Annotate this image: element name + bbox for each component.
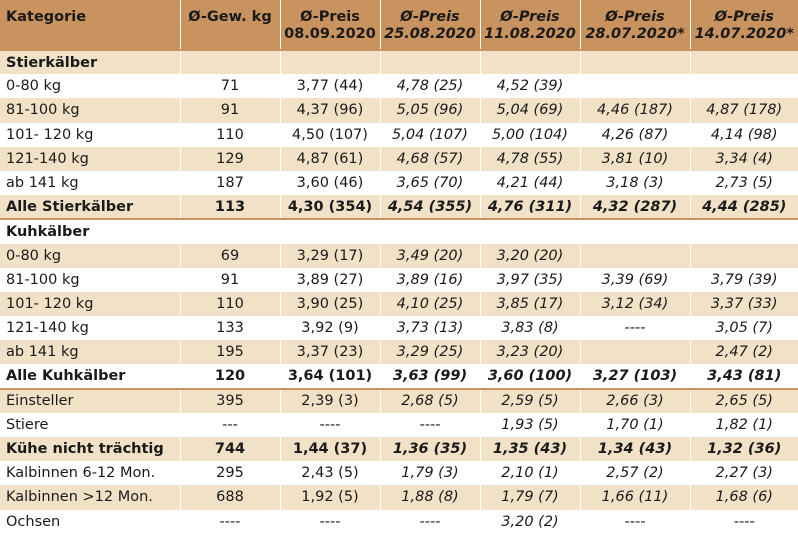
cell-col-6: 4,87 (178) (706, 102, 783, 119)
cell-col-1 (180, 219, 280, 243)
cell-col-2: 4,87 (61) (280, 147, 380, 171)
cell-col-6 (690, 74, 798, 98)
cell-col-4: 5,04 (69) (480, 98, 580, 122)
cell-col-5: 3,12 (34) (580, 292, 690, 316)
cell-col-2: 2,39 (3) (280, 389, 380, 413)
cell-col-1: 71 (180, 74, 280, 98)
cell-col-4: 3,85 (17) (480, 292, 580, 316)
cell-col-2: 3,37 (23) (280, 340, 380, 364)
cell-col-2: 3,90 (25) (280, 292, 380, 316)
cell-col-1: --- (180, 413, 280, 437)
row-label: Alle Kuhkälber (0, 364, 180, 388)
cell-col-4: 3,60 (100) (480, 364, 580, 388)
row-label: 0-80 kg (0, 244, 180, 268)
cell-col-3: 4,78 (25) (380, 74, 480, 98)
cell-col-1: 113 (180, 195, 280, 219)
cell-col-4: 4,78 (55) (480, 147, 580, 171)
row-label: 101- 120 kg (0, 123, 180, 147)
cell-col-3 (380, 219, 480, 243)
row-label: Ochsen (0, 510, 180, 534)
cell-col-6: 3,05 (7) (715, 320, 773, 337)
cell-col-2: 3,89 (27) (280, 268, 380, 292)
column-header-1: Ø-Gew. kg (180, 0, 280, 50)
table-row (0, 98, 798, 122)
cell-col-6: 1,68 (6) (715, 489, 773, 506)
section-header-row (0, 50, 798, 74)
cell-col-3: 2,68 (5) (380, 389, 480, 413)
cell-col-5: 1,66 (11) (580, 485, 690, 509)
cell-col-5: 1,34 (43) (580, 437, 690, 461)
row-label: 101- 120 kg (0, 292, 180, 316)
cell-col-6: 4,44 (285) (702, 198, 787, 215)
cell-col-2: 1,92 (5) (280, 485, 380, 509)
cell-col-3 (380, 50, 480, 74)
cell-col-2: ---- (280, 413, 380, 437)
cell-col-2: ---- (280, 510, 380, 534)
table-row (0, 74, 798, 98)
cell-col-2 (280, 219, 380, 243)
cell-col-1: ---- (180, 510, 280, 534)
row-label: Kalbinnen 6-12 Mon. (0, 461, 180, 485)
cell-col-3: 5,05 (96) (380, 98, 480, 122)
table-row (0, 461, 798, 485)
row-label: Kühe nicht trächtig (0, 437, 180, 461)
column-header-3: Ø-Preis 25.08.2020 (380, 0, 480, 50)
cell-col-5: 3,18 (3) (580, 171, 690, 195)
cell-col-5 (580, 50, 690, 74)
table-row (0, 316, 798, 340)
total-row (0, 195, 798, 219)
cell-col-1: 91 (180, 98, 280, 122)
cell-col-3: 3,63 (99) (380, 364, 480, 388)
cell-col-6: 1,32 (36) (707, 441, 782, 458)
column-header-6: Ø-Preis 14.07.2020* (694, 9, 794, 42)
cell-col-2: 3,60 (46) (280, 171, 380, 195)
row-label: Alle Stierkälber (0, 195, 180, 219)
cell-col-5: 4,26 (87) (580, 123, 690, 147)
cell-col-5: 2,66 (3) (580, 389, 690, 413)
cell-col-1: 187 (180, 171, 280, 195)
cell-col-6: 3,43 (81) (707, 368, 782, 385)
cell-col-4: 1,79 (7) (480, 485, 580, 509)
total-row (0, 364, 798, 388)
cell-col-4: 4,52 (39) (480, 74, 580, 98)
table-header (0, 0, 798, 50)
cell-col-2: 2,43 (5) (280, 461, 380, 485)
cell-col-5: ---- (580, 510, 690, 534)
cell-col-3: 3,29 (25) (380, 340, 480, 364)
cell-col-6: 2,27 (3) (715, 465, 773, 482)
cell-col-4: 2,10 (1) (480, 461, 580, 485)
cell-col-1: 195 (180, 340, 280, 364)
cell-col-5 (580, 219, 690, 243)
column-header-2: Ø-Preis 08.09.2020 (280, 0, 380, 50)
cell-col-5: 3,39 (69) (580, 268, 690, 292)
cell-col-5 (580, 74, 690, 98)
table-row (0, 413, 798, 437)
row-label: Kalbinnen >12 Mon. (0, 485, 180, 509)
cell-col-3: 1,79 (3) (380, 461, 480, 485)
cell-col-2: 3,92 (9) (280, 316, 380, 340)
row-label: 121-140 kg (0, 316, 180, 340)
table-row (0, 389, 798, 413)
cell-col-1: 129 (180, 147, 280, 171)
cell-col-1: 91 (180, 268, 280, 292)
cell-col-6 (690, 50, 798, 74)
cell-col-4: 3,20 (20) (480, 244, 580, 268)
table-row (0, 292, 798, 316)
cell-col-2 (280, 50, 380, 74)
cell-col-1: 120 (180, 364, 280, 388)
cell-col-1 (180, 50, 280, 74)
column-header-4: Ø-Preis 11.08.2020 (480, 0, 580, 50)
cell-col-6: 2,47 (2) (715, 344, 773, 361)
cell-col-4 (480, 50, 580, 74)
cell-col-1: 110 (180, 292, 280, 316)
cell-col-5: ---- (580, 316, 690, 340)
section-header-row (0, 219, 798, 243)
row-label: ab 141 kg (0, 340, 180, 364)
cell-col-4: 4,76 (311) (480, 195, 580, 219)
cell-col-2: 3,64 (101) (280, 364, 380, 388)
cell-col-5: 3,81 (10) (580, 147, 690, 171)
cell-col-4: 2,59 (5) (480, 389, 580, 413)
table-row (0, 244, 798, 268)
cell-col-4: 5,00 (104) (480, 123, 580, 147)
cell-col-6: 3,34 (4) (715, 150, 773, 167)
cell-col-1: 295 (180, 461, 280, 485)
table-row (0, 171, 798, 195)
table-row (0, 147, 798, 171)
cell-col-3: 1,88 (8) (380, 485, 480, 509)
cell-col-3: 4,54 (355) (380, 195, 480, 219)
header-row (0, 0, 798, 50)
row-label: 81-100 kg (0, 98, 180, 122)
cell-col-1: 110 (180, 123, 280, 147)
cell-col-4: 1,35 (43) (480, 437, 580, 461)
total-row (0, 437, 798, 461)
cell-col-2: 4,30 (354) (280, 195, 380, 219)
column-header-0: Kategorie (0, 0, 180, 50)
row-label: 0-80 kg (0, 74, 180, 98)
column-header-5: Ø-Preis 28.07.2020* (580, 0, 690, 50)
cell-col-3: 4,68 (57) (380, 147, 480, 171)
cell-col-5 (580, 340, 690, 364)
cell-col-3: 5,04 (107) (380, 123, 480, 147)
table-row (0, 123, 798, 147)
cell-col-4: 3,23 (20) (480, 340, 580, 364)
table-row (0, 268, 798, 292)
cell-col-6: 2,65 (5) (715, 393, 773, 410)
cell-col-5: 4,32 (287) (580, 195, 690, 219)
row-label: ab 141 kg (0, 171, 180, 195)
cell-col-1: 395 (180, 389, 280, 413)
cell-col-4: 3,97 (35) (480, 268, 580, 292)
cell-col-2: 3,77 (44) (280, 74, 380, 98)
cell-col-6: 4,14 (98) (710, 126, 778, 143)
cell-col-5: 3,27 (103) (580, 364, 690, 388)
cell-col-2: 1,44 (37) (280, 437, 380, 461)
cell-col-6 (690, 244, 798, 268)
cell-col-3: 3,65 (70) (380, 171, 480, 195)
cell-col-2: 4,37 (96) (280, 98, 380, 122)
row-label: Kuhkälber (0, 219, 180, 243)
cell-col-6: 3,37 (33) (710, 295, 778, 312)
cell-col-6: 3,79 (39) (710, 271, 778, 288)
cell-col-6: 2,73 (5) (715, 175, 773, 192)
cell-col-1: 688 (180, 485, 280, 509)
cell-col-3: 4,10 (25) (380, 292, 480, 316)
cell-col-2: 3,29 (17) (280, 244, 380, 268)
cell-col-4: 3,83 (8) (480, 316, 580, 340)
table-row (0, 510, 798, 534)
cell-col-3: 3,49 (20) (380, 244, 480, 268)
cell-col-1: 69 (180, 244, 280, 268)
cell-col-4 (480, 219, 580, 243)
cell-col-3: ---- (380, 510, 480, 534)
row-label: 121-140 kg (0, 147, 180, 171)
cell-col-5: 4,46 (187) (580, 98, 690, 122)
table-row (0, 340, 798, 364)
cell-col-4: 1,93 (5) (480, 413, 580, 437)
cell-col-4: 3,20 (2) (480, 510, 580, 534)
table-row (0, 485, 798, 509)
table-body (0, 50, 798, 534)
cell-col-1: 744 (180, 437, 280, 461)
cell-col-2: 4,50 (107) (280, 123, 380, 147)
cell-col-3: 1,36 (35) (380, 437, 480, 461)
row-label: 81-100 kg (0, 268, 180, 292)
cell-col-5: 1,70 (1) (580, 413, 690, 437)
row-label: Einsteller (0, 389, 180, 413)
row-label: Stierkälber (0, 50, 180, 74)
cell-col-3: 3,73 (13) (380, 316, 480, 340)
cell-col-3: ---- (380, 413, 480, 437)
cell-col-1: 133 (180, 316, 280, 340)
cell-col-6 (690, 219, 798, 243)
cell-col-6: ---- (733, 513, 755, 530)
row-label: Stiere (0, 413, 180, 437)
cell-col-6: 1,82 (1) (715, 416, 773, 433)
cell-col-5 (580, 244, 690, 268)
cell-col-5: 2,57 (2) (580, 461, 690, 485)
cell-col-3: 3,89 (16) (380, 268, 480, 292)
cell-col-4: 4,21 (44) (480, 171, 580, 195)
